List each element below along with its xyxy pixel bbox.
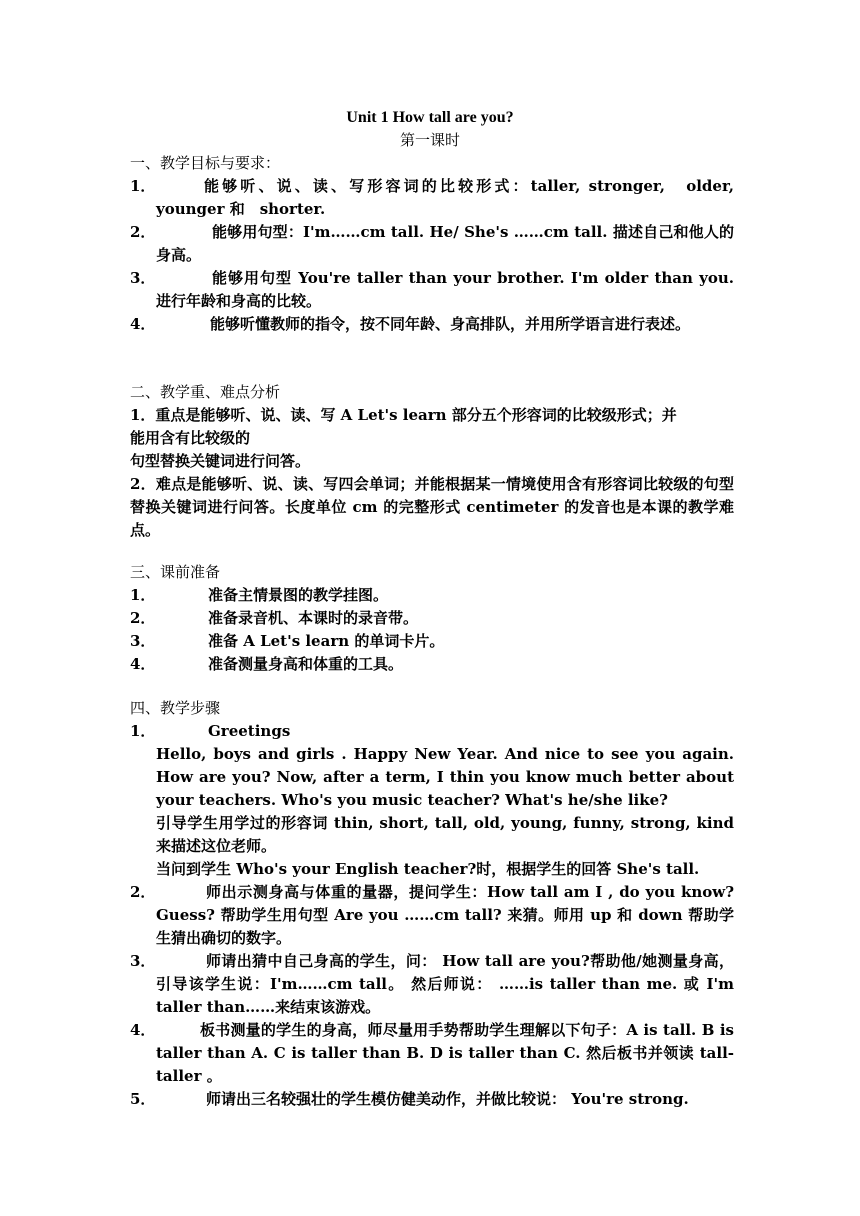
item-number: 2． (130, 609, 156, 627)
item-number: 3． (130, 952, 156, 970)
item-text: 能够用句型：I'm……cm tall. He/ She's ……cm tall. 描述自己和他人的身高。 (156, 223, 734, 264)
prep-item-2 (130, 607, 734, 630)
step-1-paragraph-3: 当问到学生 Who's your English teacher?时，根据学生的回答 She's tall. (156, 860, 700, 878)
step-5 (130, 1088, 734, 1111)
step-4 (130, 1019, 734, 1088)
item-text: 准备主情景图的教学挂图。 (208, 586, 389, 604)
item-text: 板书测量的学生的身高，师尽量用手势帮助学生理解以下句子：A is tall. B is taller than A. C is taller than B. D is taller than C. 然后板书并领读 tall-taller 。 (156, 1021, 734, 1085)
item-text: 准备录音机、本课时的录音带。 (208, 609, 419, 627)
step-3 (130, 950, 734, 1019)
item-text: 能够听、说、读、写形容词的比较形式：taller, stronger, older, younger 和 shorter. (156, 177, 734, 218)
section-heading-key-points: 二、教学重、难点分析 (130, 383, 281, 401)
section-heading-goals: 一、教学目标与要求： (130, 154, 281, 172)
item-text: 师出示测身高与体重的量器，提问学生：How tall am I , do you know? Guess? 帮助学生用句型 Are you ……cm tall? 来猜。师用 up 和 down 帮助学生猜出确切的数字。 (156, 883, 734, 947)
item-number: 4． (130, 315, 156, 333)
item-number: 3． (130, 632, 156, 650)
item-number: 4． (130, 655, 156, 673)
item-number: 1． (130, 722, 156, 740)
key-point-line-2: 能用含有比较级的 (130, 429, 251, 447)
step-1-paragraph-1: Hello, boys and girls . Happy New Year. And nice to see you again. How are you? Now, after a term, I thin you know much better about your teachers. Who's you music teacher? What's he/she like? (156, 745, 734, 809)
key-point-line-3: 句型替换关键词进行问答。 (130, 452, 311, 470)
prep-item-1 (130, 584, 734, 607)
goal-item-1 (130, 175, 734, 221)
item-number: 1． (130, 177, 156, 195)
prep-item-3 (130, 630, 734, 653)
item-number: 2． (130, 223, 156, 241)
item-number: 1． (130, 586, 156, 604)
step-1 (130, 720, 734, 743)
item-text: 师请出三名较强壮的学生模仿健美动作，并做比较说： You're strong. (206, 1090, 689, 1108)
item-text: 能够用句型 You're taller than your brother. I'm older than you. 进行年龄和身高的比较。 (156, 269, 734, 310)
step-1-paragraph-2: 引导学生用学过的形容词 thin, short, tall, old, young, funny, strong, kind 来描述这位老师。 (156, 814, 734, 855)
section-heading-steps: 四、教学步骤 (130, 699, 221, 717)
page-title: Unit 1 How tall are you? (346, 109, 514, 126)
difficulty-paragraph: 2．难点是能够听、说、读、写四会单词；并能根据某一情境使用含有形容词比较级的句型替换关键词进行问答。长度单位 cm 的完整形式 centimeter 的发音也是本课的教学难点。 (130, 475, 734, 539)
step-2 (130, 881, 734, 950)
goal-item-3 (130, 267, 734, 313)
item-number: 5． (130, 1090, 156, 1108)
item-text: 准备 A Let's learn 的单词卡片。 (208, 632, 445, 650)
section-heading-preparation: 三、课前准备 (130, 563, 221, 581)
item-number: 2． (130, 883, 156, 901)
step-title: Greetings (208, 722, 291, 740)
key-point-line-1: 1．重点是能够听、说、读、写 A Let's learn 部分五个形容词的比较级形式；并 (130, 406, 677, 424)
prep-item-4 (130, 653, 734, 676)
item-text: 准备测量身高和体重的工具。 (208, 655, 404, 673)
goal-item-2 (130, 221, 734, 267)
item-number: 4． (130, 1021, 156, 1039)
item-number: 3． (130, 269, 156, 287)
item-text: 师请出猜中自己身高的学生，问： How tall are you?帮助他/她测量身高，引导该学生说：I'm……cm tall。 然后师说： ……is taller than me. 或 I'm taller than……来结束该游戏。 (156, 952, 734, 1016)
goal-item-4 (130, 313, 734, 336)
item-text: 能够听懂教师的指令，按不同年龄、身高排队，并用所学语言进行表述。 (210, 315, 691, 333)
page-subtitle: 第一课时 (399, 131, 460, 149)
